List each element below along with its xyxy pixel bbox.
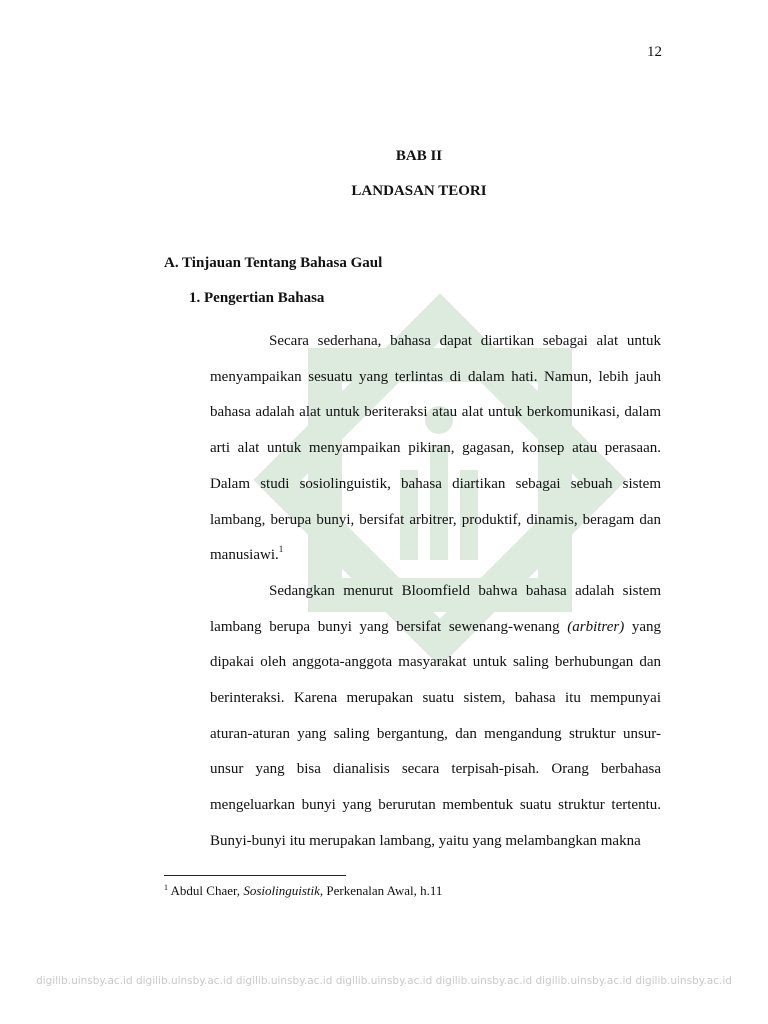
- body-text: [210, 324, 661, 860]
- paragraph-text: yang dipakai oleh anggota-anggota masyarakat untuk saling berhubungan dan berinteraksi. Karena merupakan suatu sistem, bahasa itu mempunyai aturan-aturan yang saling bergantung, dan mengandung struktur unsur-unsur yang bisa dianalisis secara terpisah-pisah. Orang berbahasa mengeluarkan bunyi yang berurutan membentuk suatu struktur tertentu. Bunyi-bunyi itu merupakan lambang, yaitu yang melambangkan makna: [210, 618, 661, 849]
- chapter-title: LANDASAN TEORI: [351, 183, 487, 199]
- paragraph: [210, 574, 661, 860]
- page-number: 12: [647, 44, 662, 60]
- footnote-author: Abdul Chaer,: [168, 883, 244, 898]
- footnote-divider: [164, 875, 346, 876]
- footnote-book-title: Sosiolinguistik,: [243, 883, 324, 898]
- footnote: [164, 883, 442, 899]
- paragraph-text: Sedangkan menurut Bloomfield bahwa bahasa adalah sistem lambang berupa bunyi yang bersifat sewenang-wenang: [210, 582, 661, 635]
- footnote-mark: 1: [164, 883, 168, 892]
- footnote-reference: 1: [278, 544, 284, 555]
- footnote-details: Perkenalan Awal, h.11: [323, 883, 443, 898]
- italic-term: (arbitrer): [567, 618, 625, 635]
- footer-watermark: digilib.uinsby.ac.id digilib.uinsby.ac.id digilib.uinsby.ac.id digilib.uinsby.ac.id digilib.uinsby.ac.id digilib.uinsby.ac.id digilib.uinsby.ac.id: [36, 975, 732, 987]
- section-heading: A. Tinjauan Tentang Bahasa Gaul: [164, 255, 383, 271]
- paragraph: [210, 324, 661, 574]
- paragraph-text: Secara sederhana, bahasa dapat diartikan sebagai alat untuk menyampaikan sesuatu yang terlintas di dalam hati. Namun, lebih jauh bahasa adalah alat untuk beriteraksi atau alat untuk berkomunikasi, dalam arti alat untuk menyampaikan pikiran, gagasan, konsep atau perasaan. Dalam studi sosiolinguistik, bahasa diartikan sebagai sebuah sistem lambang, berupa bunyi, bersifat arbitrer, produktif, dinamis, beragam dan manusiawi.: [210, 333, 661, 564]
- subsection-heading: 1. Pengertian Bahasa: [189, 290, 325, 306]
- chapter-number: BAB II: [395, 148, 443, 164]
